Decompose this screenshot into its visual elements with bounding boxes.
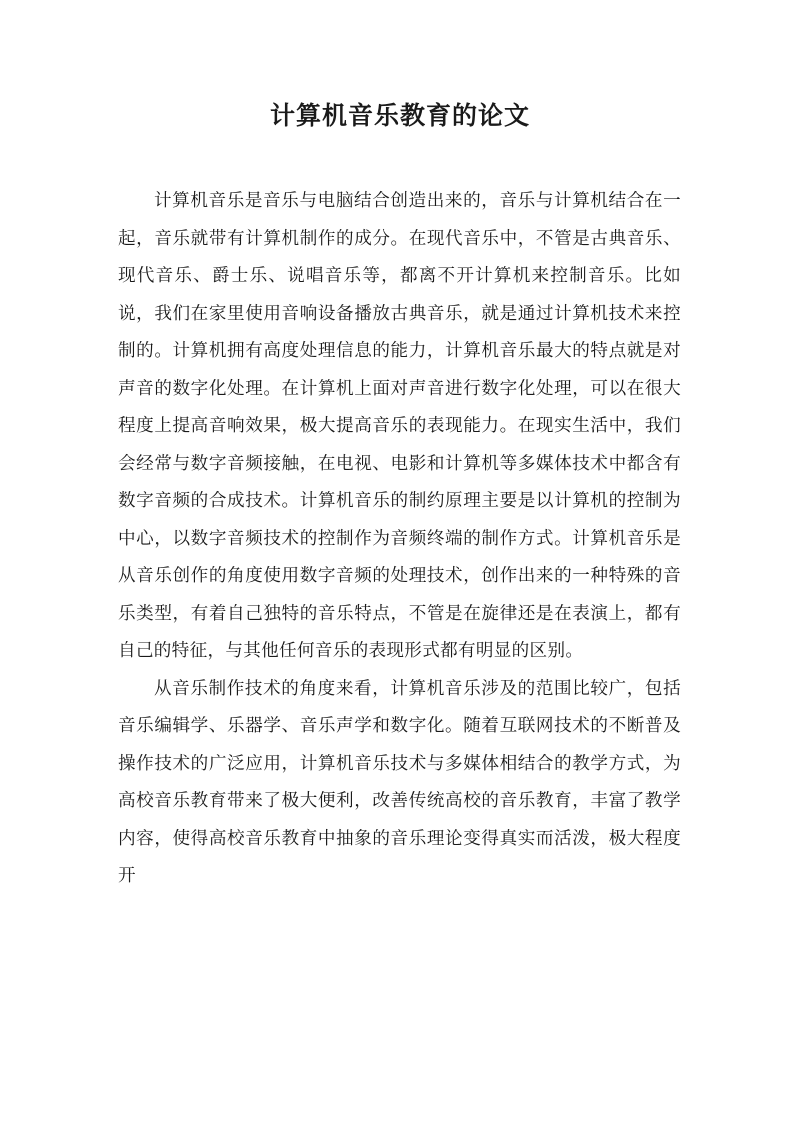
document-title: 计算机音乐教育的论文	[269, 101, 530, 130]
document-body	[118, 183, 681, 896]
paragraph: 计算机音乐是音乐与电脑结合创造出来的，音乐与计算机结合在一起，音乐就带有计算机制作的成分。在现代音乐中，不管是古典音乐、现代音乐、爵士乐、说唱音乐等，都离不开计算机来控制音乐。比如说，我们在家里使用音响设备播放古典音乐，就是通过计算机技术来控制的。计算机拥有高度处理信息的能力，计算机音乐最大的特点就是对声音的数字化处理。在计算机上面对声音进行数字化处理，可以在很大程度上提高音响效果，极大提高音乐的表现能力。在现实生活中，我们会经常与数字音频接触，在电视、电影和计算机等多媒体技术中都含有数字音频的合成技术。计算机音乐的制约原理主要是以计算机的控制为中心，以数字音频技术的控制作为音频终端的制作方式。计算机音乐是从音乐创作的角度使用数字音频的处理技术，创作出来的一种特殊的音乐类型，有着自己独特的音乐特点，不管是在旋律还是在表演上，都有自己的特征，与其他任何音乐的表现形式都有明显的区别。	[118, 191, 681, 661]
paragraph: 从音乐制作技术的角度来看，计算机音乐涉及的范围比较广，包括音乐编辑学、乐器学、音乐声学和数字化。随着互联网技术的不断普及操作技术的广泛应用，计算机音乐技术与多媒体相结合的教学方式，为高校音乐教育带来了极大便利，改善传统高校的音乐教育，丰富了教学内容，使得高校音乐教育中抽象的音乐理论变得真实而活泼，极大程度开	[118, 678, 681, 886]
